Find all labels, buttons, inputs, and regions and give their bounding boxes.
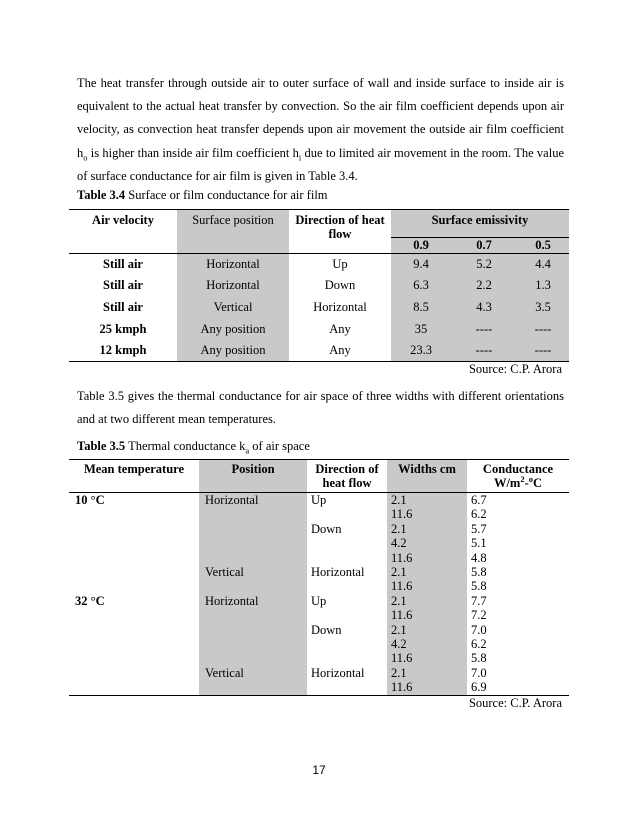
cell: Horizontal (177, 275, 289, 297)
cell: Down (324, 278, 356, 293)
cell (199, 623, 307, 637)
cell: Down (311, 521, 342, 536)
cell (199, 608, 307, 622)
cell (69, 623, 199, 637)
cell (69, 522, 199, 536)
table-3-4-source: Source: C.P. Arora (468, 362, 562, 376)
table-row (69, 666, 569, 680)
header-direction: Direction of heat flow (315, 462, 379, 490)
cell: 11.6 (387, 551, 467, 565)
cell: 5.8 (471, 651, 487, 666)
header-direction: Direction of heat flow (295, 213, 385, 241)
cell: Horizontal (199, 594, 307, 608)
cell (199, 522, 307, 536)
cell: Any position (177, 318, 289, 340)
header-conductance: Conductance $W/m^2-^oC$ (482, 462, 554, 490)
table-3-4-caption: Table 3.4 Surface or film conductance for air film (77, 188, 328, 202)
cell (307, 637, 387, 651)
cell: 11.6 (387, 579, 467, 593)
cell: Still air (103, 299, 143, 314)
header-emissivity-1: 0.9 (391, 238, 451, 254)
cell: 23.3 (391, 340, 451, 362)
cell: 1.3 (517, 275, 569, 297)
cell (69, 608, 199, 622)
cell: 32 °C (75, 593, 105, 608)
cell: Still air (103, 278, 143, 293)
cell: 4.8 (471, 550, 487, 565)
cell: Down (311, 622, 342, 637)
cell: Up (332, 257, 348, 272)
header-surface-emissivity: Surface emissivity (391, 210, 569, 238)
cell: 2.2 (451, 275, 517, 297)
cell: 7.0 (471, 622, 487, 637)
intro-paragraph: The heat transfer through outside air to outer surface of wall and inside surface to inside air is equivalent to the actual heat transfer by convection. So the air film coefficient depends upon air velocity, as convection heat transfer depends upon air movement the outside air film coefficient $h_o$ is higher than inside air film coefficient $h_i$ due to limited air movement in the room. The value of surface conductance for air film is given in Table 3.4. (77, 76, 564, 183)
cell: 2.1 (387, 594, 467, 608)
cell: 6.2 (471, 637, 487, 652)
cell (307, 680, 387, 695)
cell: 5.1 (471, 536, 487, 551)
cell (69, 536, 199, 550)
cell: ---- (451, 340, 517, 362)
cell (307, 579, 387, 593)
table-row (69, 297, 569, 319)
cell: 4.3 (451, 297, 517, 319)
cell: 6.3 (391, 275, 451, 297)
cell: ---- (517, 340, 569, 362)
cell: 2.1 (387, 623, 467, 637)
cell: ---- (517, 318, 569, 340)
cell (307, 608, 387, 622)
cell (199, 579, 307, 593)
table-row (69, 254, 569, 276)
cell: Vertical (199, 666, 307, 680)
cell: 5.2 (451, 254, 517, 276)
table-row (69, 565, 569, 579)
table-row (69, 318, 569, 340)
cell: 9.4 (391, 254, 451, 276)
cell: Up (311, 493, 327, 507)
table-row (69, 507, 569, 521)
cell (307, 651, 387, 665)
cell: 25 kmph (99, 321, 147, 336)
cell: 11.6 (387, 680, 467, 695)
header-air-velocity: Air velocity (92, 213, 154, 227)
cell: 11.6 (387, 608, 467, 622)
table-row (69, 536, 569, 550)
table-row (69, 608, 569, 622)
cell (199, 551, 307, 565)
table-row (69, 493, 569, 508)
cell (199, 651, 307, 665)
cell: 6.2 (471, 507, 487, 522)
cell: ---- (451, 318, 517, 340)
cell: 7.7 (471, 593, 487, 608)
table-row (69, 680, 569, 695)
cell: Horizontal (199, 493, 307, 508)
cell: 11.6 (387, 651, 467, 665)
cell: Any position (177, 340, 289, 362)
table-row (69, 275, 569, 297)
cell: Up (311, 593, 327, 608)
header-widths: Widths cm (387, 460, 467, 493)
cell: 6.7 (471, 493, 487, 507)
cell (69, 551, 199, 565)
cell: 2.1 (387, 666, 467, 680)
cell: 11.6 (387, 507, 467, 521)
cell: 4.2 (387, 536, 467, 550)
cell (69, 680, 199, 695)
cell (307, 507, 387, 521)
cell (199, 637, 307, 651)
cell: 4.2 (387, 637, 467, 651)
cell (69, 637, 199, 651)
table-row (69, 340, 569, 362)
cell (69, 666, 199, 680)
cell: 2.1 (387, 493, 467, 508)
cell: 5.7 (471, 521, 487, 536)
cell: Horizontal (177, 254, 289, 276)
cell: 2.1 (387, 565, 467, 579)
cell: 4.4 (517, 254, 569, 276)
cell (69, 579, 199, 593)
cell: Horizontal (311, 665, 365, 680)
page-number: 17 (312, 763, 326, 777)
cell (69, 651, 199, 665)
cell: 6.9 (471, 680, 487, 695)
table-3-5 (69, 459, 569, 696)
cell: 3.5 (517, 297, 569, 319)
cell: 10 °C (75, 493, 105, 507)
table-row (69, 551, 569, 565)
table-row (69, 579, 569, 593)
cell: 7.2 (471, 608, 487, 623)
table-3-5-caption: Table 3.5 Thermal conductance $k_a$ of air space (77, 439, 310, 456)
cell: 12 kmph (99, 342, 147, 357)
cell: Horizontal (313, 299, 367, 314)
cell: 7.0 (471, 665, 487, 680)
cell (307, 536, 387, 550)
table-3-5-intro-paragraph: Table 3.5 gives the thermal conductance for air space of three widths with different orientations and at two different mean temperatures. (77, 389, 564, 427)
cell (69, 565, 199, 579)
cell: 8.5 (391, 297, 451, 319)
cell: 5.8 (471, 565, 487, 580)
cell: Vertical (177, 297, 289, 319)
table-row (69, 651, 569, 665)
cell: 35 (391, 318, 451, 340)
table-3-4-body (69, 254, 569, 362)
header-emissivity-3: 0.5 (517, 238, 569, 254)
cell: 5.8 (471, 579, 487, 594)
table-3-5-body (69, 493, 569, 696)
cell: Any (329, 321, 351, 336)
cell: Horizontal (311, 565, 365, 580)
cell: Vertical (199, 565, 307, 579)
table-row (69, 637, 569, 651)
header-mean-temperature: Mean temperature (83, 462, 185, 476)
cell (199, 507, 307, 521)
table-row (69, 623, 569, 637)
cell: 2.1 (387, 522, 467, 536)
cell (199, 536, 307, 550)
header-emissivity-2: 0.7 (451, 238, 517, 254)
cell: Still air (103, 257, 143, 272)
table-row (69, 522, 569, 536)
table-3-5-header-row (69, 460, 569, 493)
table-3-5-source: Source: C.P. Arora (468, 696, 562, 710)
table-3-4 (69, 209, 569, 362)
header-position: Position (199, 460, 307, 493)
cell: Any (329, 342, 351, 357)
cell (69, 507, 199, 521)
table-row (69, 594, 569, 608)
cell (307, 551, 387, 565)
header-surface-position: Surface position (177, 210, 289, 254)
cell (199, 680, 307, 695)
